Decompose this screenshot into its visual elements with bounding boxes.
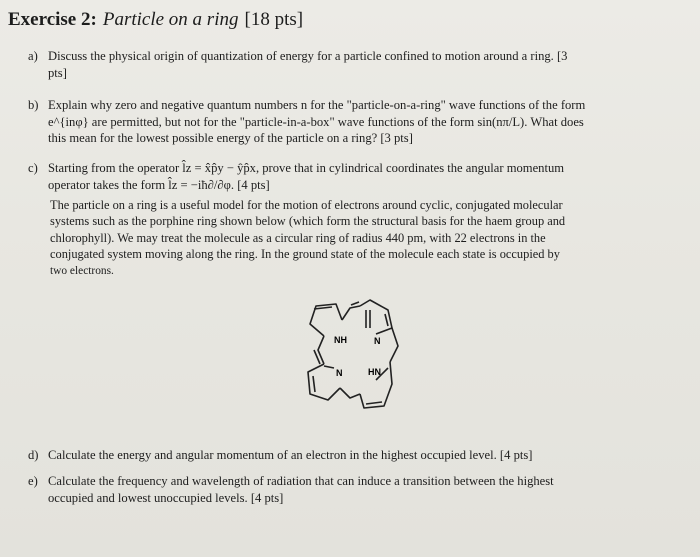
n-label-bottom: N (336, 368, 343, 378)
exercise-number: Exercise 2: (8, 9, 97, 30)
question-line: Discuss the physical origin of quantization of energy for a particle confined to motion around a ring. [3 (48, 49, 568, 63)
exercise-title (8, 8, 303, 31)
paragraph-line: two electrons. (50, 264, 114, 277)
question-line: occupied and lowest unoccupied levels. [4 pts] (48, 490, 284, 505)
question-line: Calculate the frequency and wavelength of radiation that can induce a transition between the highest (48, 474, 554, 488)
exercise-points: [18 pts] (244, 9, 304, 30)
nh-label-top: NH (334, 335, 347, 345)
question-line: Starting from the operator l̂z = x̂p̂y − ŷp̂x, prove that in cylindrical coordinates the angular momentum (48, 161, 565, 175)
paragraph-line: chlorophyll). We may treat the molecule as a circular ring of radius 440 pm, with 22 electrons in the (50, 230, 546, 245)
hn-label-bottom: HN (368, 367, 381, 377)
question-line: e^{inφ} are permitted, but not for the "particle-in-a-box" wave functions of the form sin(nπ/L). What does (48, 114, 584, 129)
question-line: this mean for the lowest possible energy of the particle on a ring? [3 pts] (48, 131, 413, 146)
porphine-bonds (308, 300, 398, 408)
question-line: operator takes the form l̂z = −iħ∂/∂φ. [4 pts] (48, 177, 270, 192)
question-line: pts] (48, 65, 67, 80)
question-line: Explain why zero and negative quantum numbers n for the "particle-on-a-ring" wave functions of the form (48, 98, 586, 112)
paragraph-line: conjugated system moving along the ring. In the ground state of the molecule each state is occupied by (50, 247, 560, 262)
paragraph-line: systems such as the porphine ring shown below (which form the structural basis for the haem group and (50, 214, 566, 229)
context-paragraph (50, 197, 565, 279)
question-line: Calculate the energy and angular momentum of an electron in the highest occupied level. [4 pts] (48, 448, 533, 462)
question-label: a) (28, 49, 38, 63)
paragraph-line: The particle on a ring is a useful model for the motion of electrons around cyclic, conjugated molecular (50, 198, 563, 212)
question-label: b) (28, 98, 39, 112)
question-label: c) (28, 161, 38, 175)
question-label: e) (28, 474, 38, 488)
porphine-structure-diagram (288, 288, 418, 416)
exercise-name: Particle on a ring (102, 9, 239, 30)
n-label-top: N (374, 336, 381, 346)
question-label: d) (28, 448, 39, 462)
